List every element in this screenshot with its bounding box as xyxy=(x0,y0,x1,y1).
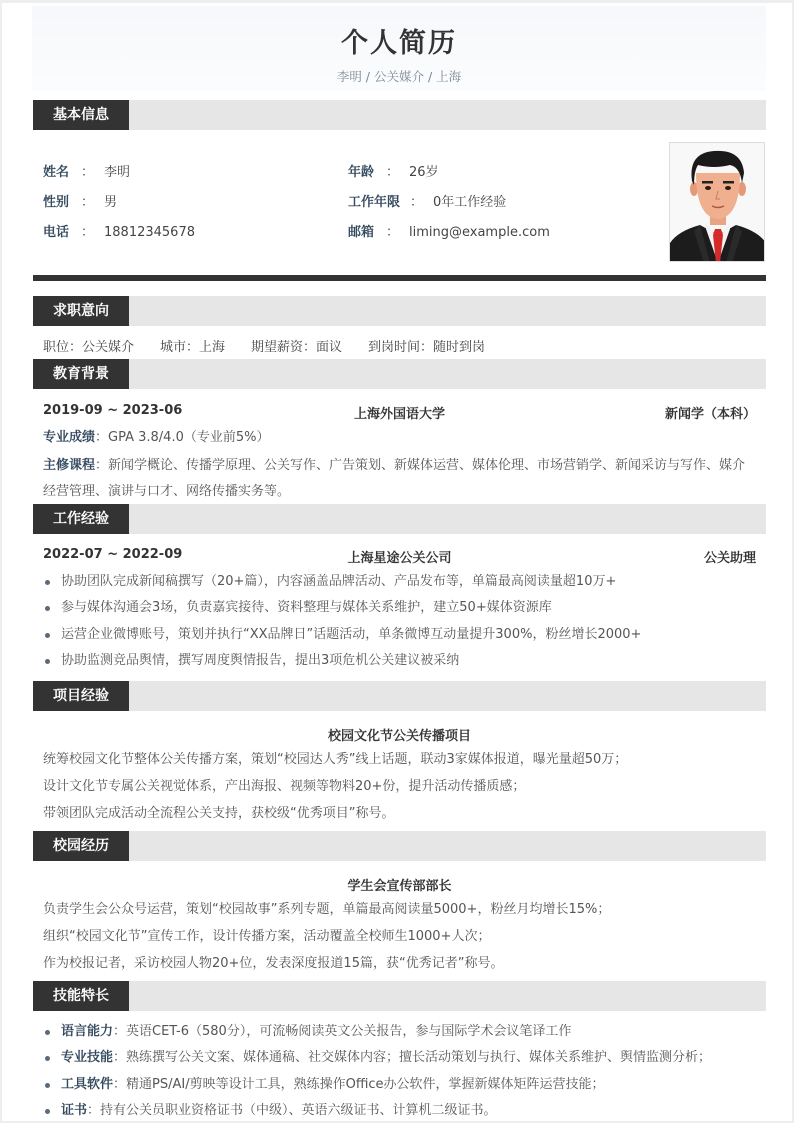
list-item: 运营企业微博账号，策划并执行“XX品牌日”话题活动，单条微博互动量提升300%，粉丝增长2000+ xyxy=(43,622,756,648)
education-school: 上海外国语大学 xyxy=(353,407,445,422)
courses-label: 主修课程 xyxy=(43,458,96,473)
skill-item-professional xyxy=(43,1045,756,1071)
skill-text: ：英语CET-6（580分），可流畅阅读英文公关报告，参与国际学术会议笔译工作 xyxy=(113,1024,572,1039)
intent-availability: 到岗时间：随时到岗 xyxy=(368,340,486,355)
section-header-education xyxy=(33,359,766,389)
section-title: 项目经验 xyxy=(33,681,129,711)
info-colon: ： xyxy=(81,225,95,240)
project-title: 校园文化节公关传播项目 xyxy=(327,729,471,744)
section-title: 工作经验 xyxy=(33,504,129,534)
info-label: 年龄 xyxy=(348,165,375,180)
work-bullets xyxy=(43,569,756,674)
section-title: 基本信息 xyxy=(33,100,129,130)
info-value: 26岁 xyxy=(409,165,439,180)
intent-position: 职位：公关媒介 xyxy=(43,340,135,355)
info-colon: ： xyxy=(81,195,95,210)
info-age xyxy=(348,164,439,182)
gpa-value: ：GPA 3.8/4.0（专业前5%） xyxy=(95,430,270,445)
skill-label: 证书 xyxy=(61,1102,88,1118)
work-role: 公关助理 xyxy=(703,551,756,566)
skill-item-language xyxy=(43,1019,756,1045)
project-lines xyxy=(43,746,756,827)
campus-line: 负责学生会公众号运营，策划“校园故事”系列专题，单篇最高阅读量5000+，粉丝月均增长15%； xyxy=(43,902,611,917)
project-line: 设计文化节专属公关视觉体系，产出海报、视频等物料20+份，提升活动传播质感； xyxy=(43,779,526,794)
info-gender xyxy=(43,194,117,212)
campus-lines xyxy=(43,896,756,977)
page-title: 个人简历 xyxy=(341,28,457,59)
section-header-job-intent xyxy=(33,296,766,326)
intent-city: 城市：上海 xyxy=(160,340,226,355)
campus-title: 学生会宣传部部长 xyxy=(347,879,452,894)
info-name xyxy=(43,164,130,182)
campus-line: 作为校报记者，采访校园人物20+位，发表深度报道15篇，获“优秀记者”称号。 xyxy=(43,956,504,971)
skill-text: ：持有公关员职业资格证书（中级）、英语六级证书、计算机二级证书。 xyxy=(87,1102,497,1118)
education-row xyxy=(43,403,756,421)
info-work-years xyxy=(348,194,506,212)
info-email xyxy=(348,224,550,242)
list-item: 协助团队完成新闻稿撰写（20+篇），内容涵盖品牌活动、产品发布等，单篇最高阅读量超10万+ xyxy=(43,569,756,595)
info-value: 0年工作经验 xyxy=(433,195,507,210)
work-period: 2022-07 ~ 2022-09 xyxy=(43,547,183,562)
info-label: 性别 xyxy=(43,195,70,210)
skill-item-tools xyxy=(43,1072,756,1098)
project-line: 统筹校园文化节整体公关传播方案，策划“校园达人秀”线上话题，联动3家媒体报道，曝光量超50万； xyxy=(43,752,628,767)
education-courses xyxy=(43,453,756,505)
list-item: 协助监测竞品舆情，撰写周度舆情报告，提出3项危机公关建议被采纳 xyxy=(43,648,756,674)
info-value: 男 xyxy=(104,195,118,210)
info-value: 18812345678 xyxy=(104,225,195,240)
skill-text: ：熟练撰写公关文案、媒体通稿、社交媒体内容；擅长活动策划与执行、媒体关系维护、舆情监测分析； xyxy=(113,1050,712,1066)
section-title: 教育背景 xyxy=(33,359,129,389)
section-header-campus xyxy=(33,831,766,861)
info-label: 电话 xyxy=(43,225,70,240)
job-intent-row xyxy=(43,340,511,356)
section-header-skills xyxy=(33,981,766,1011)
project-line: 带领团队完成活动全流程公关支持，获校级“优秀项目”称号。 xyxy=(43,806,395,821)
work-company: 上海星途公关公司 xyxy=(347,551,452,566)
skill-text: ：精通PS/AI/剪映等设计工具，熟练操作Office办公软件，掌握新媒体矩阵运营技能； xyxy=(113,1076,605,1092)
section-header-project xyxy=(33,681,766,711)
education-period: 2019-09 ~ 2023-06 xyxy=(43,403,183,418)
resume-header xyxy=(32,6,766,91)
intent-salary: 期望薪资：面议 xyxy=(251,340,343,355)
info-label: 邮箱 xyxy=(348,225,375,240)
section-header-basic-info xyxy=(33,100,766,130)
info-label: 工作年限 xyxy=(348,195,401,210)
skill-label: 语言能力 xyxy=(61,1024,114,1039)
info-colon: ： xyxy=(410,195,424,210)
education-major: 新闻学（本科） xyxy=(664,407,756,422)
courses-value: ：新闻学概论、传播学原理、公关写作、广告策划、新媒体运营、媒体伦理、市场营销学、新闻采访与写作、媒介经营管理、演讲与口才、网络传播实务等。 xyxy=(43,458,746,499)
work-row xyxy=(43,547,756,565)
section-divider xyxy=(33,275,766,281)
education-gpa xyxy=(43,425,756,451)
page-subtitle: 李明 / 公关媒介 / 上海 xyxy=(336,69,462,84)
profile-photo xyxy=(669,142,765,262)
section-title: 校园经历 xyxy=(33,831,129,861)
skill-label: 专业技能 xyxy=(61,1050,114,1066)
info-colon: ： xyxy=(81,165,95,180)
skills-list xyxy=(43,1019,756,1123)
info-phone xyxy=(43,224,195,242)
portrait-illustration-icon xyxy=(670,143,765,262)
section-title: 求职意向 xyxy=(33,296,129,326)
section-header-work xyxy=(33,504,766,534)
info-value: 李明 xyxy=(104,165,131,180)
info-label: 姓名 xyxy=(43,165,70,180)
section-title: 技能特长 xyxy=(33,981,129,1011)
info-colon: ： xyxy=(386,225,400,240)
campus-line: 组织“校园文化节”宣传工作，设计传播方案，活动覆盖全校师生1000+人次； xyxy=(43,929,491,944)
skill-item-certificates xyxy=(43,1098,756,1123)
list-item: 参与媒体沟通会3场，负责嘉宾接待、资料整理与媒体关系维护，建立50+媒体资源库 xyxy=(43,595,756,621)
gpa-label: 专业成绩 xyxy=(43,430,96,445)
skill-label: 工具软件 xyxy=(61,1076,114,1092)
info-colon: ： xyxy=(386,165,400,180)
info-value[interactable]: liming@example.com xyxy=(409,225,550,240)
